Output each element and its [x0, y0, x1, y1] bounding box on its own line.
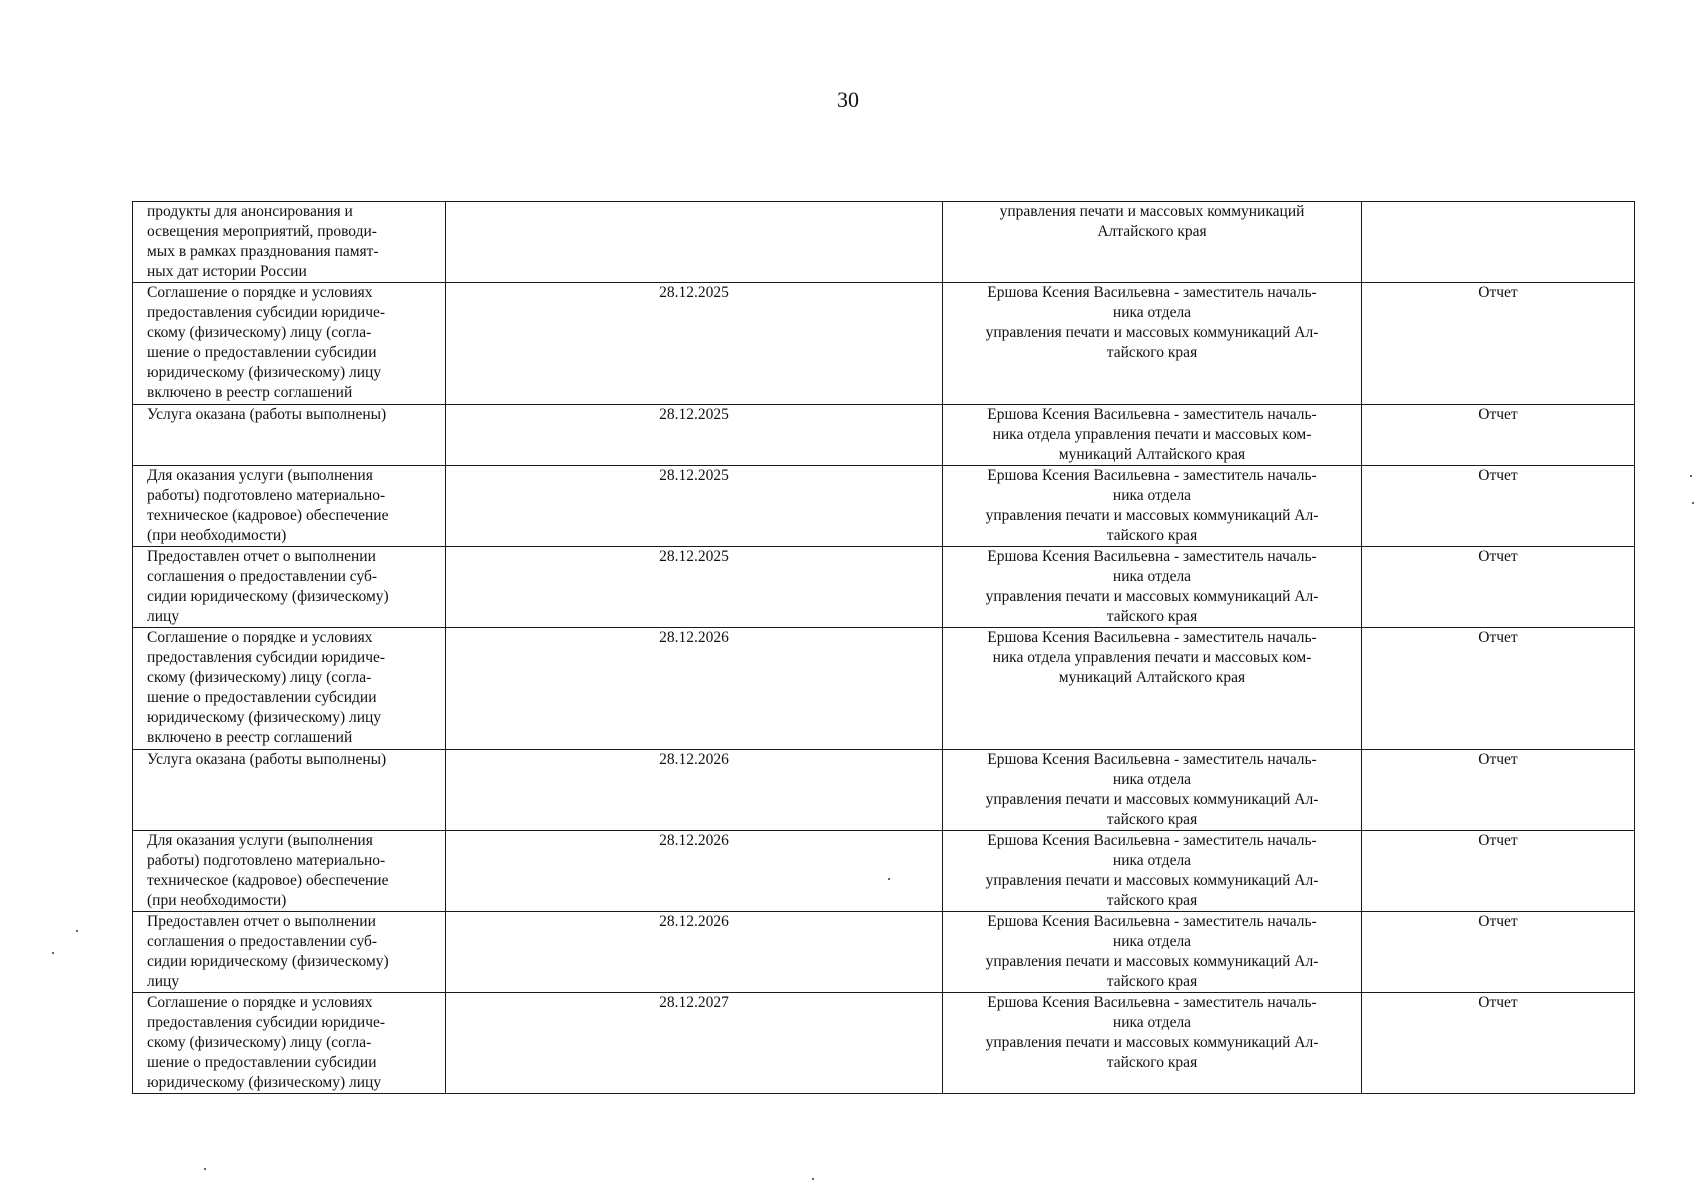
event-description-line: Услуга оказана (работы выполнены)	[147, 751, 387, 768]
document-type-cell	[1362, 202, 1635, 283]
scan-speck	[52, 952, 54, 954]
event-description-line: Предоставлен отчет о выполнении	[147, 548, 376, 565]
event-description-line: соглашения о предоставлении суб-	[147, 568, 378, 585]
deadline-date-cell: 28.12.2026	[446, 750, 943, 831]
responsible-person-line: Ершова Ксения Васильевна - заместитель началь-	[987, 994, 1317, 1011]
responsible-person-line: Ершова Ксения Васильевна - заместитель началь-	[987, 284, 1317, 301]
table-row	[133, 547, 1635, 628]
event-description-line: включено в реестр соглашений	[147, 729, 353, 746]
event-description-line: предоставления субсидии юридиче-	[147, 1014, 386, 1031]
table-row	[133, 466, 1635, 547]
responsible-person-cell	[943, 912, 1362, 993]
table-row	[133, 831, 1635, 912]
responsible-person-cell	[943, 466, 1362, 547]
event-description-line: включено в реестр соглашений	[147, 384, 353, 401]
event-description-cell	[133, 405, 446, 466]
responsible-person-line: ника отдела	[1112, 568, 1192, 585]
event-description-line: предоставления субсидии юридиче-	[147, 304, 386, 321]
responsible-person-line: управления печати и массовых коммуникаций Ал-	[985, 791, 1319, 808]
event-description-cell	[133, 466, 446, 547]
responsible-person-line: Алтайского края	[1097, 223, 1207, 240]
scan-speck	[888, 878, 890, 880]
table-row	[133, 405, 1635, 466]
event-description-line: работы) подготовлено материально-	[147, 852, 386, 869]
responsible-person-cell	[943, 993, 1362, 1094]
responsible-person-line: тайского края	[1106, 608, 1198, 625]
table-row	[133, 628, 1635, 750]
responsible-person-line: ника отдела	[1112, 304, 1192, 321]
scan-speck	[812, 1178, 814, 1180]
event-description-line: техническое (кадровое) обеспечение	[147, 872, 389, 889]
table-row	[133, 750, 1635, 831]
event-description-line: Для оказания услуги (выполнения	[147, 832, 373, 849]
table-body	[133, 202, 1635, 1094]
schedule-table-wrapper	[132, 201, 1635, 1094]
schedule-table	[132, 201, 1635, 1094]
responsible-person-line: ника отдела	[1112, 852, 1192, 869]
responsible-person-line: управления печати и массовых коммуникаций Ал-	[985, 507, 1319, 524]
event-description-cell	[133, 993, 446, 1094]
responsible-person-line: ника отдела управления печати и массовых ком-	[992, 426, 1312, 443]
responsible-person-line: управления печати и массовых коммуникаций Ал-	[985, 872, 1319, 889]
responsible-person-line: тайского края	[1106, 811, 1198, 828]
event-description-line: юридическому (физическому) лицу	[147, 1074, 382, 1091]
deadline-date-cell: 28.12.2025	[446, 466, 943, 547]
event-description-line: Соглашение о порядке и условиях	[147, 284, 373, 301]
table-row	[133, 283, 1635, 405]
responsible-person-cell	[943, 750, 1362, 831]
responsible-person-cell	[943, 202, 1362, 283]
event-description-line: (при необходимости)	[147, 527, 287, 544]
event-description-line: Предоставлен отчет о выполнении	[147, 913, 376, 930]
event-description-line: лицу	[147, 973, 180, 990]
event-description-line: техническое (кадровое) обеспечение	[147, 507, 389, 524]
document-type-cell: Отчет	[1362, 831, 1635, 912]
responsible-person-line: Ершова Ксения Васильевна - заместитель началь-	[987, 548, 1317, 565]
responsible-person-line: ника отдела	[1112, 1014, 1192, 1031]
responsible-person-line: Ершова Ксения Васильевна - заместитель началь-	[987, 913, 1317, 930]
event-description-line: ных дат истории России	[147, 263, 307, 280]
responsible-person-line: тайского края	[1106, 527, 1198, 544]
event-description-line: лицу	[147, 608, 180, 625]
document-type-cell: Отчет	[1362, 993, 1635, 1094]
responsible-person-line: ника отдела управления печати и массовых ком-	[992, 649, 1312, 666]
event-description-line: шение о предоставлении субсидии	[147, 689, 377, 706]
deadline-date-cell: 28.12.2025	[446, 405, 943, 466]
scan-speck	[76, 930, 78, 932]
table-row	[133, 993, 1635, 1094]
scan-speck	[1692, 502, 1694, 504]
responsible-person-line: ника отдела	[1112, 933, 1192, 950]
event-description-line: освещения мероприятий, проводи-	[147, 223, 377, 240]
responsible-person-line: тайского края	[1106, 344, 1198, 361]
responsible-person-line: ника отдела	[1112, 487, 1192, 504]
responsible-person-line: Ершова Ксения Васильевна - заместитель началь-	[987, 406, 1317, 423]
responsible-person-line: Ершова Ксения Васильевна - заместитель началь-	[987, 832, 1317, 849]
event-description-line: работы) подготовлено материально-	[147, 487, 386, 504]
deadline-date-cell: 28.12.2025	[446, 547, 943, 628]
event-description-cell	[133, 202, 446, 283]
responsible-person-line: муникаций Алтайского края	[1058, 446, 1246, 463]
table-row	[133, 912, 1635, 993]
event-description-line: сидии юридическому (физическому)	[147, 588, 389, 605]
responsible-person-line: управления печати и массовых коммуникаций Ал-	[985, 324, 1319, 341]
event-description-line: юридическому (физическому) лицу	[147, 709, 382, 726]
responsible-person-line: управления печати и массовых коммуникаций Ал-	[985, 1034, 1319, 1051]
scan-speck	[1690, 475, 1692, 477]
deadline-date-cell: 28.12.2027	[446, 993, 943, 1094]
event-description-line: скому (физическому) лицу (согла-	[147, 669, 372, 686]
responsible-person-line: управления печати и массовых коммуникаций	[999, 203, 1305, 220]
event-description-line: соглашения о предоставлении суб-	[147, 933, 378, 950]
event-description-cell	[133, 912, 446, 993]
event-description-line: шение о предоставлении субсидии	[147, 1054, 377, 1071]
responsible-person-line: управления печати и массовых коммуникаций Ал-	[985, 588, 1319, 605]
responsible-person-line: тайского края	[1106, 973, 1198, 990]
event-description-cell	[133, 547, 446, 628]
responsible-person-line: Ершова Ксения Васильевна - заместитель началь-	[987, 467, 1317, 484]
event-description-cell	[133, 831, 446, 912]
responsible-person-line: муникаций Алтайского края	[1058, 669, 1246, 686]
event-description-line: (при необходимости)	[147, 892, 287, 909]
responsible-person-cell	[943, 547, 1362, 628]
event-description-line: шение о предоставлении субсидии	[147, 344, 377, 361]
event-description-cell	[133, 628, 446, 750]
responsible-person-line: тайского края	[1106, 1054, 1198, 1071]
deadline-date-cell: 28.12.2026	[446, 831, 943, 912]
event-description-line: юридическому (физическому) лицу	[147, 364, 382, 381]
event-description-line: скому (физическому) лицу (согла-	[147, 1034, 372, 1051]
responsible-person-cell	[943, 831, 1362, 912]
responsible-person-cell	[943, 405, 1362, 466]
event-description-line: продукты для анонсирования и	[147, 203, 353, 220]
responsible-person-cell	[943, 628, 1362, 750]
document-type-cell: Отчет	[1362, 405, 1635, 466]
document-type-cell: Отчет	[1362, 283, 1635, 405]
document-type-cell: Отчет	[1362, 750, 1635, 831]
document-type-cell: Отчет	[1362, 466, 1635, 547]
responsible-person-line: Ершова Ксения Васильевна - заместитель началь-	[987, 629, 1317, 646]
event-description-cell	[133, 750, 446, 831]
deadline-date-cell	[446, 202, 943, 283]
deadline-date-cell: 28.12.2025	[446, 283, 943, 405]
event-description-line: мых в рамках празднования памят-	[147, 243, 379, 260]
responsible-person-cell	[943, 283, 1362, 405]
event-description-line: сидии юридическому (физическому)	[147, 953, 389, 970]
event-description-line: Соглашение о порядке и условиях	[147, 629, 373, 646]
event-description-line: Услуга оказана (работы выполнены)	[147, 406, 387, 423]
scan-speck	[204, 1168, 206, 1170]
responsible-person-line: Ершова Ксения Васильевна - заместитель началь-	[987, 751, 1317, 768]
event-description-line: скому (физическому) лицу (согла-	[147, 324, 372, 341]
deadline-date-cell: 28.12.2026	[446, 628, 943, 750]
page-number: 30	[837, 87, 859, 112]
table-row	[133, 202, 1635, 283]
document-type-cell: Отчет	[1362, 628, 1635, 750]
document-type-cell: Отчет	[1362, 547, 1635, 628]
event-description-line: предоставления субсидии юридиче-	[147, 649, 386, 666]
deadline-date-cell: 28.12.2026	[446, 912, 943, 993]
responsible-person-line: управления печати и массовых коммуникаций Ал-	[985, 953, 1319, 970]
responsible-person-line: тайского края	[1106, 892, 1198, 909]
document-type-cell: Отчет	[1362, 912, 1635, 993]
event-description-cell	[133, 283, 446, 405]
event-description-line: Для оказания услуги (выполнения	[147, 467, 373, 484]
responsible-person-line: ника отдела	[1112, 771, 1192, 788]
event-description-line: Соглашение о порядке и условиях	[147, 994, 373, 1011]
